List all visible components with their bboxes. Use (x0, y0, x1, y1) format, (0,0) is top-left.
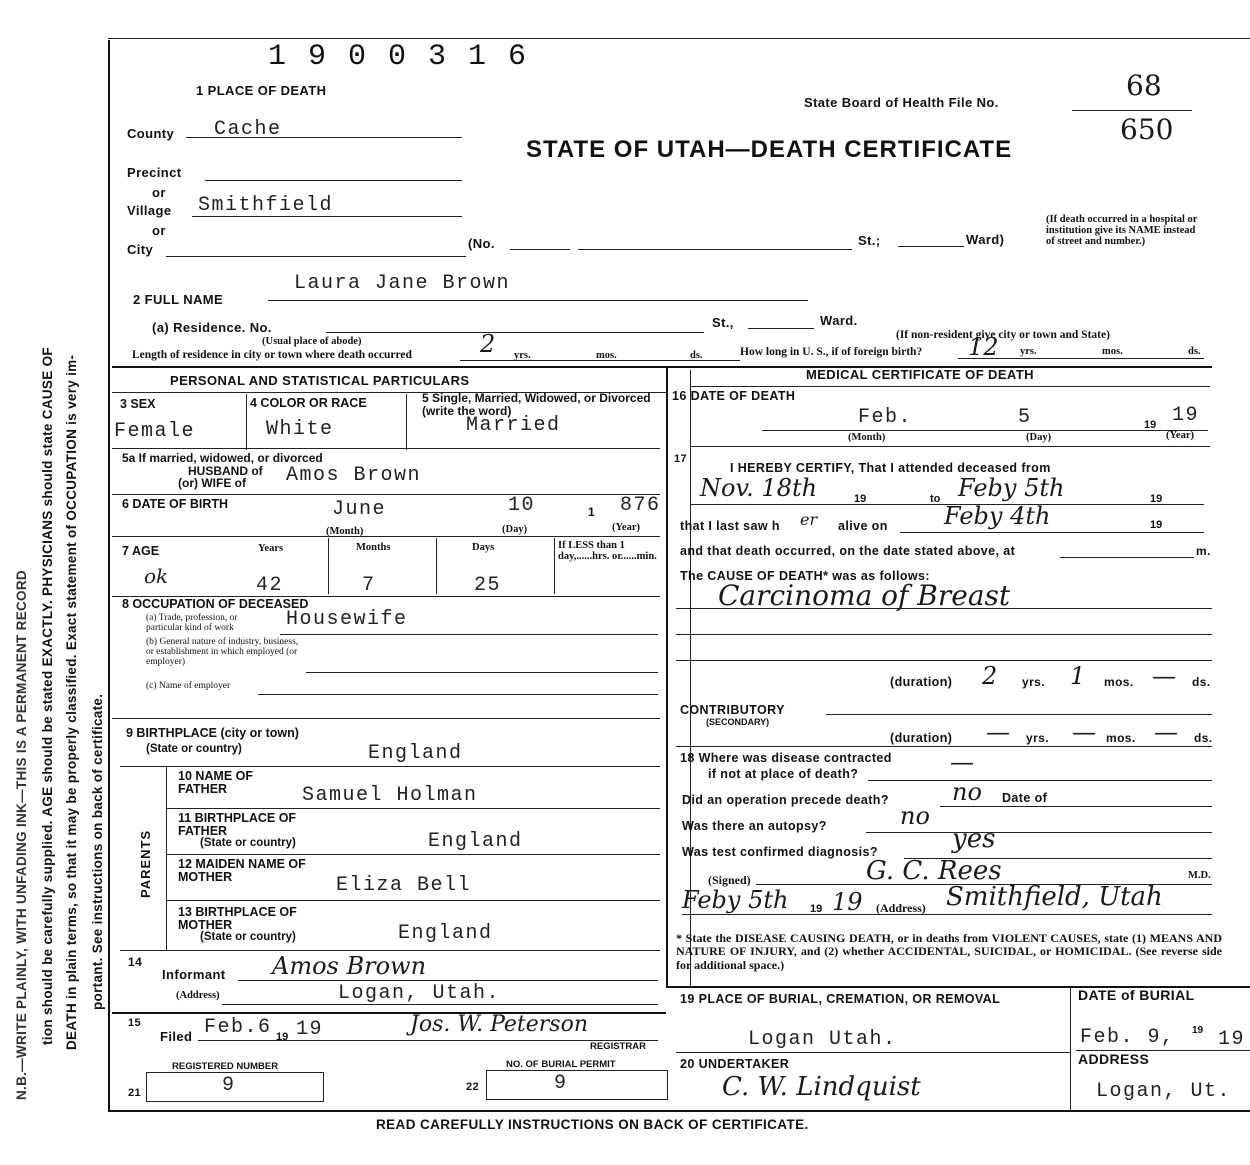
bottom-rule (108, 1110, 1250, 1112)
residence-st-line (748, 328, 814, 329)
spouse-label-2: HUSBAND of (188, 464, 263, 478)
filed-number: 15 (128, 1017, 142, 1029)
top-border (108, 38, 1250, 39)
filed-date: Feb.6 (204, 1016, 272, 1039)
cause-label: The CAUSE OF DEATH* was as follows: (680, 569, 930, 583)
mother-label: 12 MAIDEN NAME OF MOTHER (178, 857, 306, 884)
to-year: 19 (1150, 493, 1163, 505)
sex-color-divider (246, 394, 247, 450)
alive-on-label: alive on (838, 519, 888, 533)
st-label: St.; (858, 233, 881, 248)
informant-address-label: (Address) (176, 990, 220, 1001)
autopsy-value: no (900, 802, 930, 830)
dob-year: 876 (620, 494, 661, 517)
usual-place-note: (Usual place of abode) (262, 336, 362, 347)
village-label: Village (127, 203, 172, 218)
registered-number-label: REGISTERED NUMBER (172, 1061, 279, 1072)
nonresident-note: (If non-resident give city or town and State) (896, 329, 1110, 341)
cause-line-2 (676, 634, 1212, 635)
duration-2-months: — (1072, 718, 1096, 746)
burial-year-prefix: 19 (1192, 1025, 1204, 1036)
hospital-note: (If death occurred in a hospital or institution give its NAME instead of street and number.) (1046, 214, 1198, 248)
permit-prefix: 22 (466, 1081, 480, 1093)
spouse-label-1: 5a If married, widowed, or divorced (122, 451, 323, 465)
cause-value: Carcinoma of Breast (718, 579, 1011, 612)
age-div-3 (554, 538, 555, 594)
length-years: 2 (480, 330, 496, 358)
filed-label: Filed (160, 1029, 193, 1044)
file-no-line (1072, 110, 1192, 111)
parents-bottom-rule (120, 950, 660, 951)
contributory-rule (676, 746, 1212, 747)
residence-label: (a) Residence. No. (152, 320, 272, 335)
us-mos: mos. (1102, 346, 1123, 357)
color-marital-divider (406, 394, 407, 450)
not-place-line (868, 780, 1212, 781)
father-bp-rule (166, 854, 660, 855)
contributory-line-1 (826, 714, 1212, 715)
filed-year-prefix: 19 (276, 1031, 289, 1043)
test-label: Was test confirmed diagnosis? (682, 845, 878, 859)
occ-c-line (258, 694, 658, 695)
occupation-a: (a) Trade, profession, or particular kind of work (146, 613, 238, 633)
filed-line (198, 1040, 658, 1041)
medical-header-rule (690, 386, 1210, 387)
occ-b-line (306, 672, 658, 673)
row-sex-rule (112, 448, 660, 449)
or-2: or (152, 223, 166, 238)
informant-address-line (222, 1004, 658, 1005)
us-residence-label: How long in U. S., if of foreign birth? (740, 346, 923, 358)
attended-to: Feby 5th (958, 474, 1065, 502)
operation-line (940, 806, 1212, 807)
operation-label: Did an operation precede death? (682, 793, 889, 807)
burial-place-value: Logan Utah. (748, 1028, 897, 1051)
precinct-line (205, 180, 462, 181)
spouse-rule (112, 494, 660, 495)
duration-ds: ds. (1192, 675, 1211, 689)
personal-section-title: PERSONAL AND STATISTICAL PARTICULARS (170, 373, 470, 388)
full-name-line (268, 300, 808, 301)
duration-label: (duration) (890, 675, 953, 689)
to-label: to (930, 493, 941, 505)
undertaker-signature: C. W. Lindquist (722, 1072, 921, 1102)
age-days: 25 (474, 574, 502, 597)
spouse-value: Amos Brown (286, 464, 422, 487)
color-value: White (266, 418, 334, 441)
cause-footnote: * State the DISEASE CAUSING DEATH, or in deaths from VIOLENT CAUSES, state (1) MEANS AND NATURE OF INJURY, and (2) whether ACCIDENTAL, SUICIDAL, or HOMICIDAL. (See reverse side for additional space.) (676, 931, 1222, 972)
certificate-title: STATE OF UTAH—DEATH CERTIFICATE (526, 136, 1013, 163)
file-no-2: 650 (1120, 113, 1174, 146)
burial-year: 19 (1218, 1028, 1246, 1051)
death-year-prefix: 19 (1144, 419, 1157, 431)
occupation-c: (c) Name of employer (146, 681, 231, 691)
left-border (108, 40, 110, 1110)
mother-birthplace-sub: (State or country) (200, 931, 296, 943)
duration-mos: mos. (1104, 675, 1134, 689)
last-saw-line (900, 532, 1204, 533)
marital-value: Married (466, 414, 561, 437)
death-date-line (762, 430, 1208, 431)
death-day: 5 (1018, 406, 1032, 429)
length-ds: ds. (690, 350, 703, 361)
death-month: Feb. (858, 406, 913, 429)
side-note-3: DEATH in plain terms, so that it may be properly classified. Exact statement of OCCUPATION is very im- (64, 354, 79, 1050)
date-of-label: Date of (1002, 791, 1048, 805)
duration-yrs: yrs. (1022, 675, 1045, 689)
certify-text: I HEREBY CERTIFY, That I attended deceased from (730, 461, 1051, 475)
marital-label: 5 Single, Married, Widowed, or Divorced (write the word) (422, 391, 651, 418)
burial-date-label: DATE of BURIAL (1078, 987, 1195, 1003)
autopsy-line (866, 832, 1212, 833)
county-label: County (127, 126, 175, 141)
us-yrs: yrs. (1020, 346, 1037, 357)
last-saw-pronoun: er (800, 510, 818, 529)
reg-prefix: 21 (128, 1087, 142, 1099)
undertaker-label: 20 UNDERTAKER (680, 1057, 790, 1071)
mother-birthplace-label: 13 BIRTHPLACE OF MOTHER (178, 905, 297, 932)
dob-rule (112, 536, 660, 537)
cause-line-3 (676, 660, 1212, 661)
father-birthplace-label: 11 BIRTHPLACE OF FATHER (178, 811, 297, 838)
parents-divider (166, 766, 167, 950)
test-value: yes (952, 824, 996, 854)
occupation-b: (b) General nature of industry, business, or establishment in which employed (or employer) (146, 637, 299, 667)
father-birthplace-value: England (428, 830, 523, 853)
burial-date: Feb. 9, (1080, 1026, 1175, 1049)
physician-address-label: (Address) (876, 901, 926, 915)
or-1: or (152, 185, 166, 200)
duration-2-label: (duration) (890, 731, 953, 745)
county-value: Cache (214, 118, 282, 141)
length-yrs: yrs. (514, 350, 531, 361)
occupation-rule (112, 718, 660, 719)
less-than-day-note: If LESS than 1 day,......hrs. or......min. (558, 540, 657, 563)
age-div-1 (328, 538, 329, 594)
birthplace-sub: (State or country) (146, 743, 242, 755)
registered-number: 9 (222, 1074, 236, 1097)
occ-a-line (280, 634, 658, 635)
last-saw-date: Feby 4th (944, 502, 1051, 530)
death-year-caption: (Year) (1166, 430, 1194, 441)
days-caption: Days (472, 542, 495, 553)
informant-label: Informant (162, 967, 226, 982)
dob-label: 6 DATE OF BIRTH (122, 497, 229, 511)
sex-label: 3 SEX (120, 397, 156, 411)
mother-birthplace-value: England (398, 922, 493, 945)
sex-value: Female (114, 420, 196, 443)
duration-2-mos: mos. (1106, 731, 1136, 745)
birthplace-value: England (368, 742, 463, 765)
certify-number: 17 (674, 453, 688, 465)
city-label: City (127, 242, 154, 257)
informant-signature: Amos Brown (272, 952, 427, 980)
years-caption: Years (258, 543, 284, 554)
parents-label: PARENTS (138, 829, 153, 898)
md-label: M.D. (1188, 870, 1211, 881)
age-mark: ok (144, 564, 169, 588)
city-line (166, 256, 466, 257)
dob-year-caption: (Year) (612, 522, 640, 533)
ward-line (898, 246, 964, 247)
informant-line (238, 980, 658, 981)
file-no-label: State Board of Health File No. (804, 95, 999, 110)
mother-value: Eliza Bell (336, 874, 472, 897)
physician-signature: G. C. Rees (866, 856, 1002, 886)
dob-day-caption: (Day) (502, 524, 528, 535)
not-place-label: if not at place of death? (708, 767, 859, 781)
date-of-death-label: 16 DATE OF DEATH (672, 389, 796, 403)
death-date-rule (690, 446, 1210, 447)
death-day-caption: (Day) (1026, 432, 1052, 443)
color-label: 4 COLOR OR RACE (250, 396, 367, 410)
occurred-m: m. (1196, 544, 1211, 558)
center-divider (666, 366, 668, 986)
full-name-value: Laura Jane Brown (294, 272, 511, 295)
age-div-2 (436, 538, 437, 594)
birthplace-rule (120, 766, 660, 767)
record-number: 1 9 0 0 3 1 6 (268, 40, 529, 74)
father-label: 10 NAME OF FATHER (178, 769, 254, 797)
occupation-label: 8 OCCUPATION OF DECEASED (122, 597, 309, 611)
burial-permit-box (486, 1070, 668, 1100)
dob-day: 10 (508, 494, 536, 517)
father-value: Samuel Holman (302, 784, 478, 807)
length-of-residence-label: Length of residence in city or town where death occurred (132, 349, 412, 361)
informant-address: Logan, Utah. (338, 982, 501, 1005)
months-caption: Months (356, 542, 391, 553)
last-saw-label: that I last saw h (680, 519, 780, 533)
death-year: 19 (1172, 404, 1200, 427)
undertaker-address-label: ADDRESS (1078, 1051, 1150, 1067)
father-rule (166, 808, 660, 809)
burial-divider (1070, 986, 1071, 1110)
address-line (682, 914, 1212, 915)
full-name-label: 2 FULL NAME (133, 292, 224, 307)
residence-st-label: St., (712, 315, 734, 330)
age-label: 7 AGE (122, 544, 160, 558)
duration-months: 1 (1070, 662, 1086, 690)
duration-years: 2 (982, 662, 998, 690)
from-year: 19 (854, 493, 867, 505)
registrar-signature: Jos. W. Peterson (410, 1012, 589, 1037)
residence-ward-label: Ward. (820, 313, 858, 328)
duration-2-yrs: yrs. (1026, 731, 1049, 745)
birthplace-label: 9 BIRTHPLACE (city or town) (126, 726, 299, 740)
cause-line-1 (676, 608, 1212, 609)
age-years: 42 (256, 574, 284, 597)
side-note-4: portant. See instructions on back of certificate. (90, 693, 105, 1010)
precinct-label: Precinct (127, 165, 182, 180)
age-months: 7 (362, 574, 376, 597)
filed-year: 19 (296, 1018, 324, 1041)
contracted-label: 18 Where was disease contracted (680, 751, 892, 765)
not-place-value: — (950, 748, 974, 776)
burial-place-line (676, 1052, 1070, 1053)
informant-number: 14 (128, 955, 143, 969)
duration-2-days: — (1154, 718, 1178, 746)
duration-2-years: — (986, 718, 1010, 746)
spouse-label-3: (or) WIFE of (178, 476, 246, 490)
side-note-2: tion should be carefully supplied. AGE should be stated EXACTLY. PHYSICIANS should state CAUSE OF (40, 347, 55, 1045)
village-value: Smithfield (198, 194, 334, 217)
dob-year-prefix: 1 (588, 505, 595, 519)
autopsy-label: Was there an autopsy? (682, 819, 827, 833)
street-line (578, 249, 852, 250)
signed-year: 19 (832, 888, 863, 916)
us-ds: ds. (1188, 346, 1201, 357)
dob-month-caption: (Month) (326, 526, 364, 537)
burial-permit-number: 9 (554, 1072, 568, 1095)
main-top-rule (112, 366, 1212, 368)
file-no: 68 (1126, 69, 1162, 102)
dob-month: June (332, 498, 387, 521)
father-birthplace-sub: (State or country) (200, 837, 296, 849)
duration-days: — (1152, 662, 1176, 690)
place-of-death-label: 1 PLACE OF DEATH (196, 83, 327, 98)
street-no-label: (No. (468, 236, 495, 251)
occurred-text: and that death occurred, on the date stated above, at (680, 544, 1016, 558)
physician-address: Smithfield, Utah (946, 882, 1163, 912)
duration-2-ds: ds. (1194, 731, 1213, 745)
street-no-line (510, 249, 570, 250)
signed-label: (Signed) (708, 873, 751, 887)
mother-rule (166, 900, 660, 901)
death-month-caption: (Month) (848, 432, 886, 443)
medical-section-title: MEDICAL CERTIFICATE OF DEATH (806, 367, 1034, 382)
burial-permit-label: NO. OF BURIAL PERMIT (506, 1059, 616, 1070)
signed-year-prefix: 19 (810, 903, 823, 915)
occurred-line (1060, 557, 1194, 558)
length-mos: mos. (596, 350, 617, 361)
occupation-value: Housewife (286, 608, 408, 631)
footer-instructions: READ CAREFULLY INSTRUCTIONS ON BACK OF CERTIFICATE. (376, 1117, 809, 1132)
last-saw-year: 19 (1150, 519, 1163, 531)
ward-label: Ward) (966, 232, 1005, 247)
us-years: 12 (968, 333, 999, 361)
attended-from: Nov. 18th (700, 474, 818, 502)
side-note-1: N.B.—WRITE PLAINLY, WITH UNFADING INK—THIS IS A PERMANENT RECORD (14, 570, 29, 1100)
undertaker-address: Logan, Ut. (1096, 1080, 1232, 1103)
operation-value: no (952, 778, 982, 806)
residence-line (326, 332, 704, 333)
registrar-label: REGISTRAR (590, 1041, 646, 1052)
burial-place-label: 19 PLACE OF BURIAL, CREMATION, OR REMOVAL (680, 992, 1001, 1006)
secondary-label: (SECONDARY) (706, 717, 770, 727)
contributory-label: CONTRIBUTORY (680, 703, 785, 717)
signed-date: Feby 5th (682, 886, 789, 914)
